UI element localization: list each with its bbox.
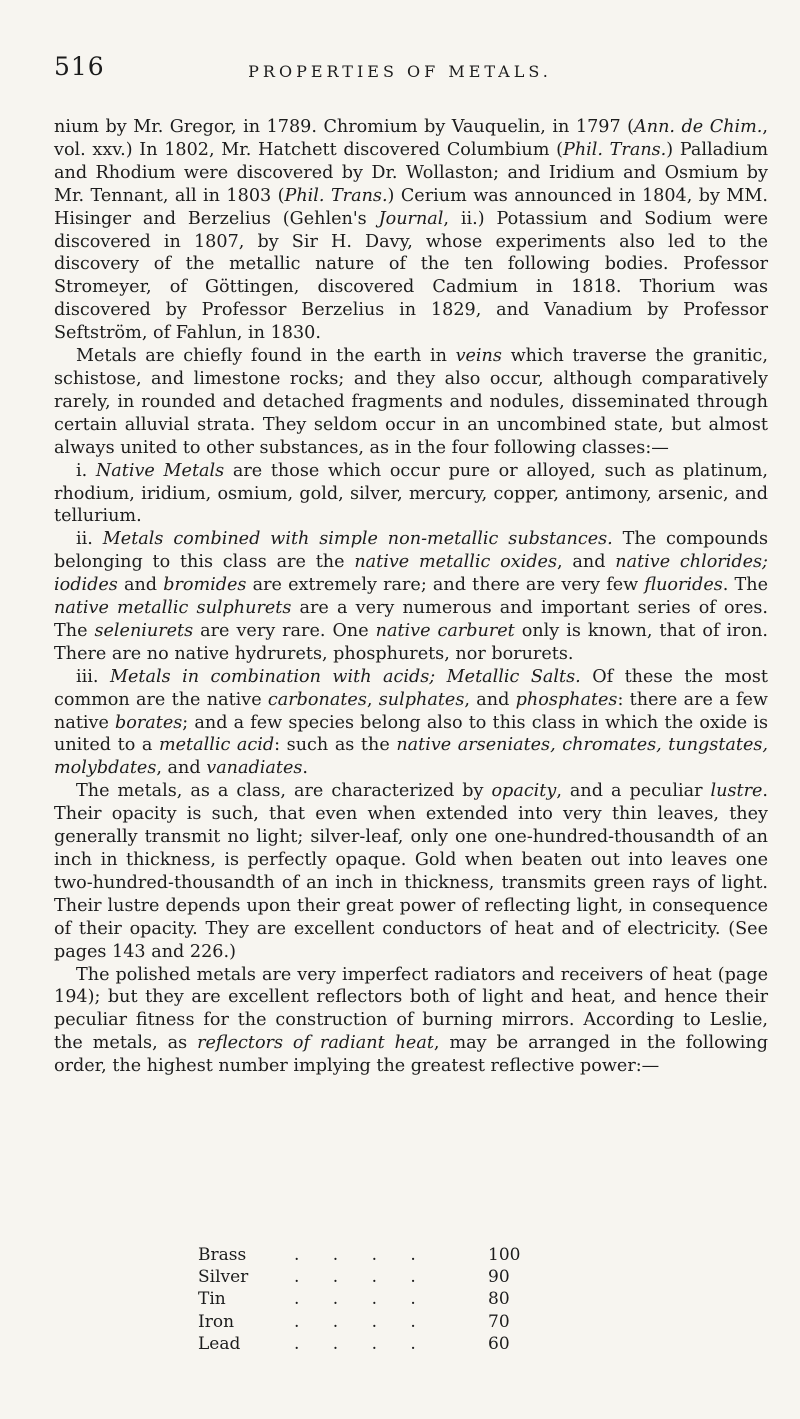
text-run: only is known, that of iron. There are no native hydrurets, phosphurets, nor borurets. [54,620,769,664]
italic-run: native carburet [375,620,515,641]
paragraph [54,780,768,963]
text-run: : there are a few native [54,689,768,733]
text-run: i. [76,460,96,481]
italic-run: carbonates [267,689,367,710]
italic-run: fluorides [644,575,723,596]
reflective-value: 100 [488,1245,521,1265]
paragraph [54,964,768,1079]
reflective-value: 70 [488,1311,510,1332]
italic-run: sulphates [378,689,465,710]
text-run: are extremely rare; and there are very few [246,575,645,596]
text-run: , and [557,552,616,573]
italic-run: Metals in combination with acids; Metallic Salts. [109,666,581,687]
text-run: . The [722,575,768,596]
text-run: which traverse the granitic, schistose, and limestone rocks; and they also occur, although comparatively rarely, in rounded and detached fragments and nodules, disseminated through certain alluvial strata. They seldom occur in an uncombined state, but almost always united to other substances, as in the four following classes:— [54,346,768,458]
leader-dots: . . . . [294,1333,430,1354]
reflective-value: 80 [488,1289,510,1310]
reflective-value: 60 [488,1333,510,1354]
leader-dots: . . . . [294,1245,430,1265]
italic-run: veins [455,346,502,367]
paragraph [54,528,768,665]
text-run: : such as the [274,735,397,756]
text-run: Of these the most common are the native [54,666,768,710]
italic-run: reflectors of radiant heat [197,1033,434,1054]
italic-run: Phil. Trans. [284,185,388,206]
text-run: ) Palladium and Rhodium were discovered by Dr. Wollaston; and Iridium and Osmium by Mr. Tennant, all in 1803 ( [54,139,769,206]
reflective-power-table [198,1244,538,1355]
italic-run: native chlorides; iodides [54,552,768,596]
text-run: The metals, as a class, are characterized by [76,781,492,802]
running-head: PROPERTIES OF METALS. [248,62,552,81]
paragraph [54,460,768,529]
italic-run: Journal [378,208,444,229]
table-row [198,1288,538,1310]
text-run: The compounds belonging to this class are the [54,529,768,573]
italic-run: lustre [710,781,763,802]
italic-run: native arseniates, chromates, tungstates, molybdates [54,735,768,779]
text-run: are very rare. One [193,620,376,641]
text-run: , ii.) Potassium and Sodium were discovered in 1807, by Sir H. Davy, whose experiments also led to the discovery of the metallic nature of the ten following bodies. Professor Stromeyer, of Göttingen, discovered Cadmium in 1818. Thorium was discovered by Professor Berzelius in 1829, and Vanadium by Professor Seftström, of Fahlun, in 1830. [54,208,769,344]
metal-name: Silver [198,1267,249,1288]
paragraph [54,116,768,345]
table-row [198,1333,538,1355]
text-run: , [366,689,379,710]
metal-name: Brass [198,1245,247,1265]
leader-dots: . . . . [294,1311,430,1332]
table-row [198,1311,538,1333]
metal-name: Lead [198,1333,241,1354]
italic-run: vanadiates [206,758,303,779]
text-run: , and [156,758,207,779]
text-run: , may be arranged in the following order, the highest number implying the greatest reflective power:— [54,1033,768,1077]
text-run: , and [464,689,516,710]
text-run: ii. [76,529,103,550]
italic-run: native metallic oxides [354,552,557,573]
text-run: , vol. xxv.) In 1802, Mr. Hatchett discovered Columbium ( [54,117,768,160]
text-run: The polished metals are very imperfect radiators and receivers of heat (page 194); but they are excellent reflectors both of light and heat, and hence their peculiar fitness for the construction of burning mirrors. According to Leslie, the metals, as [54,964,768,1054]
page-number: 516 [54,52,105,81]
text-run: , and a peculiar [556,781,711,802]
italic-run: borates [115,712,183,733]
italic-run: Phil. Trans. [562,139,667,160]
italic-run: phosphates [515,689,618,710]
text-run: iii. [76,666,110,687]
italic-run: metallic acid [158,735,275,756]
table-row [198,1244,538,1266]
text-run: are a very numerous and important series of ores. The [54,598,768,641]
text-run: are those which occur pure or alloyed, such as platinum, rhodium, iridium, osmium, gold, silver, mercury, copper, antimony, arsenic, and tellurium. [54,460,769,527]
paragraph [54,345,768,460]
italic-run: seleniurets [94,620,194,641]
text-run: ) Cerium was announced in 1804, by MM. Hisinger and Berzelius (Gehlen's [54,185,769,229]
reflective-value: 90 [488,1267,510,1288]
italic-run: Metals combined with simple non-metallic substances. [102,529,613,550]
table-row [198,1266,538,1288]
text-run: ; and a few species belong also to this class in which the oxide is united to a [54,712,768,756]
italic-run: Native Metals [95,460,225,481]
body-text [54,116,768,1078]
italic-run: native metallic sulphurets [54,598,292,619]
paragraph [54,666,768,781]
italic-run: opacity [491,781,557,802]
metal-name: Iron [198,1311,235,1332]
text-run: Metals are chiefly found in the earth in [76,346,456,367]
leader-dots: . . . . [294,1289,430,1310]
italic-run: bromides [163,575,247,596]
leader-dots: . . . . [294,1267,430,1288]
text-run: . Their opacity is such, that even when extended into very thin leaves, they generally transmit no light; silver-leaf, only one one-hundred-thousandth of an inch in thickness, is perfectly opaque. Gold when beaten out into leaves one two-hundred-thousandth of an inch in thickness, transmits green rays of light. Their lustre depends upon their great power of reflecting light, in consequence of their opacity. They are excellent conductors of heat and of electricity. (See pages 143 and 226.) [54,781,768,962]
text-run: and [117,575,164,596]
text-run: . [302,758,308,779]
metal-name: Tin [198,1289,226,1310]
text-run: nium by Mr. Gregor, in 1789. Chromium by Vauquelin, in 1797 ( [54,117,635,137]
italic-run: Ann. de Chim. [634,117,763,137]
